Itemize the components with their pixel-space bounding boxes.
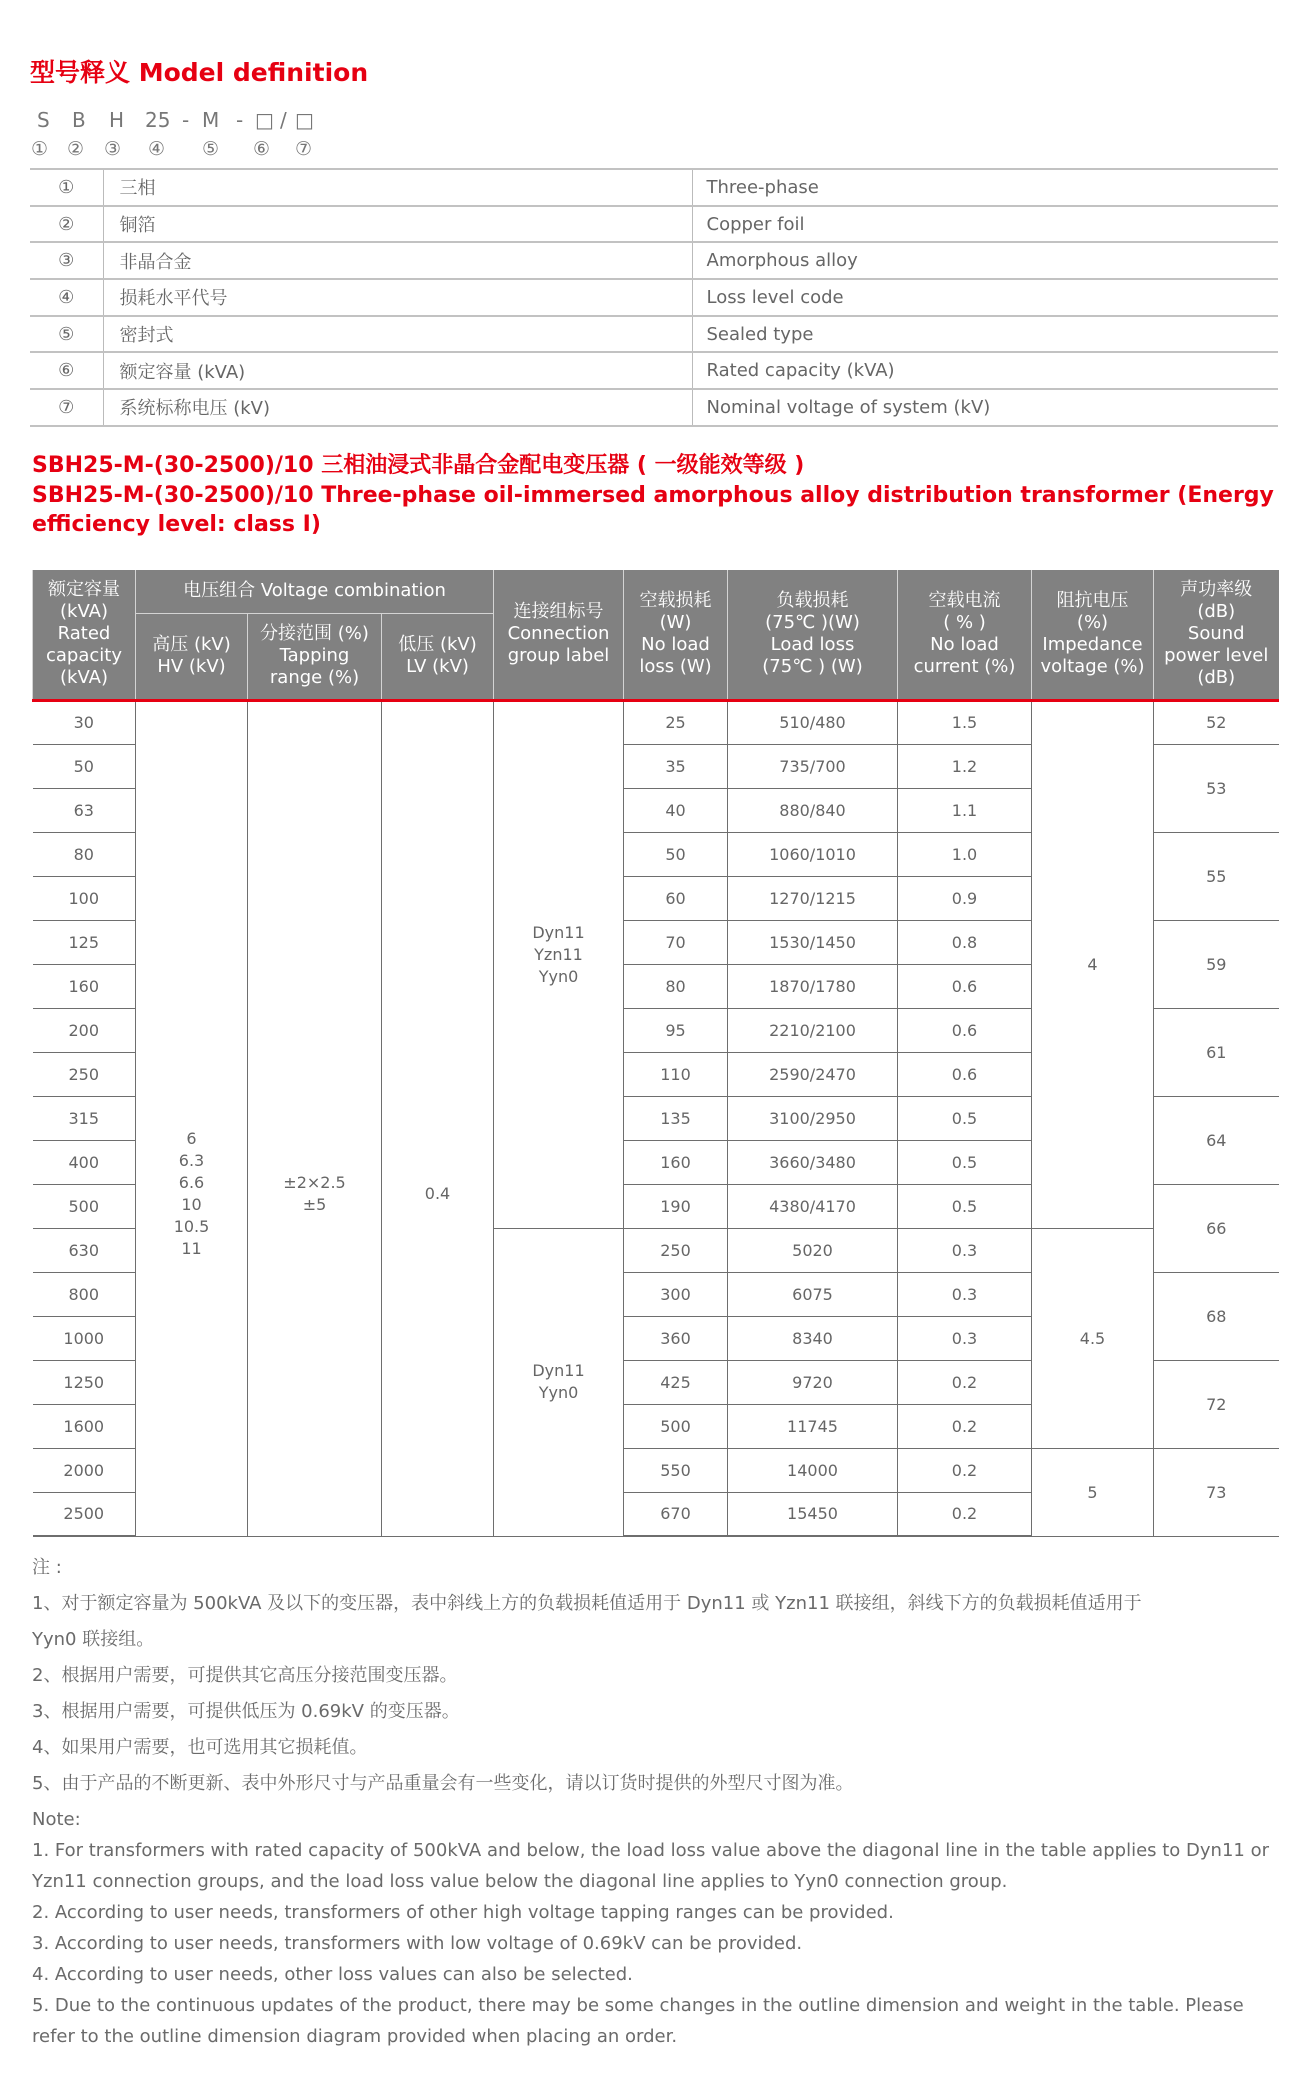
definition-cn: 系统标称电压 (kV) — [103, 389, 692, 426]
cell-no-load-loss: 425 — [624, 1360, 728, 1404]
definition-en: Rated capacity (kVA) — [692, 352, 1278, 389]
header-lv — [382, 613, 494, 700]
hv-value: 6.3 — [178, 1150, 205, 1170]
definition-cn: 非晶合金 — [103, 242, 692, 279]
section-title-en: SBH25-M-(30-2500)/10 Three-phase oil-immersed amorphous alloy distribution transformer (Energy efficiency level: class I) — [32, 483, 1274, 537]
cell-load-loss: 735/700 — [728, 744, 898, 788]
note-en-item: 3. According to user needs, transformers with low voltage of 0.69kV can be provided. — [32, 1933, 803, 1954]
cell-no-load-loss: 300 — [624, 1272, 728, 1316]
cell-load-loss: 6075 — [728, 1272, 898, 1316]
connection-label: Dyn11 — [532, 922, 585, 942]
code-part: B — [72, 108, 86, 132]
cell-no-load-current: 0.6 — [898, 964, 1032, 1008]
header-line: (kVA) — [60, 601, 108, 623]
marker: ③ — [104, 138, 122, 160]
header-sound — [1154, 570, 1279, 700]
cell-no-load-loss: 25 — [624, 700, 728, 744]
cell-no-load-loss: 250 — [624, 1228, 728, 1272]
header-line: (75℃ )(W) — [765, 612, 860, 634]
definition-en: Three-phase — [692, 169, 1278, 206]
spec-table — [32, 570, 1279, 1537]
cell-no-load-current: 0.8 — [898, 920, 1032, 964]
cell-no-load-loss: 80 — [624, 964, 728, 1008]
header-line: HV (kV) — [157, 656, 226, 677]
cell-no-load-current: 0.2 — [898, 1360, 1032, 1404]
header-line: 声功率级 — [1180, 579, 1253, 601]
header-line: Rated — [57, 623, 111, 645]
cell-sound-level: 73 — [1154, 1448, 1279, 1536]
header-line: 空载电流 — [928, 590, 1001, 612]
definition-en: Nominal voltage of system (kV) — [692, 389, 1278, 426]
marker: ② — [67, 138, 85, 160]
header-line: (%) — [1076, 612, 1109, 634]
cell-no-load-loss: 60 — [624, 876, 728, 920]
code-part: - — [236, 108, 244, 132]
note-cn-item: 1、对于额定容量为 500kVA 及以下的变压器，表中斜线上方的负载损耗值适用于 Dyn11 或 Yzn11 联接组，斜线下方的负载损耗值适用于 — [32, 1593, 1142, 1614]
cell-capacity: 400 — [33, 1140, 136, 1184]
cell-impedance: 5 — [1032, 1448, 1154, 1536]
code-part: □ — [255, 108, 274, 132]
header-line: 额定容量 — [48, 579, 120, 601]
cell-load-loss: 4380/4170 — [728, 1184, 898, 1228]
definition-row — [30, 279, 1278, 316]
header-line: power level — [1164, 645, 1269, 667]
cell-load-loss: 11745 — [728, 1404, 898, 1448]
note-cn-item: Yyn0 联接组。 — [32, 1629, 155, 1650]
header-line: 高压 (kV) — [152, 634, 231, 655]
cell-capacity: 500 — [33, 1184, 136, 1228]
note-cn-item: 3、根据用户需要，可提供低压为 0.69kV 的变压器。 — [32, 1701, 460, 1722]
cell-connection-group — [494, 700, 624, 1228]
cell-no-load-current: 1.0 — [898, 832, 1032, 876]
cell-capacity: 630 — [33, 1228, 136, 1272]
cell-load-loss: 3100/2950 — [728, 1096, 898, 1140]
header-line: group label — [507, 645, 610, 667]
cell-no-load-loss: 670 — [624, 1492, 728, 1536]
cell-load-loss: 15450 — [728, 1492, 898, 1536]
header-line: 空载损耗 — [639, 590, 712, 612]
header-line: No load — [930, 634, 999, 656]
cell-sound-level: 52 — [1154, 700, 1279, 744]
cell-sound-level: 55 — [1154, 832, 1279, 920]
header-line: Impedance — [1042, 634, 1143, 656]
header-line: (dB) — [1197, 667, 1236, 689]
definition-cn: 铜箔 — [103, 206, 692, 243]
cell-no-load-current: 0.2 — [898, 1404, 1032, 1448]
header-capacity — [33, 570, 136, 700]
definition-number: ② — [30, 206, 103, 243]
connection-label: Yyn0 — [538, 1383, 579, 1402]
definition-cn: 损耗水平代号 — [103, 279, 692, 316]
cell-capacity: 250 — [33, 1052, 136, 1096]
definition-cn: 密封式 — [103, 316, 692, 353]
cell-impedance: 4 — [1032, 700, 1154, 1228]
code-part: 25 — [145, 108, 171, 132]
note-en-item: 1. For transformers with rated capacity of 500kVA and below, the load loss value above the diagonal line in the table applies to Dyn11 or Yzn11 connection groups, and the load loss value below the diagonal line applies to Yyn0 connection group. — [32, 1840, 1269, 1892]
cell-sound-level: 61 — [1154, 1008, 1279, 1096]
cell-capacity: 160 — [33, 964, 136, 1008]
code-part: □ — [295, 108, 314, 132]
cell-no-load-loss: 135 — [624, 1096, 728, 1140]
cell-sound-level: 72 — [1154, 1360, 1279, 1448]
definition-row — [30, 352, 1278, 389]
cell-connection-group — [494, 1228, 624, 1536]
definition-row — [30, 242, 1278, 279]
hv-value: 10 — [181, 1194, 202, 1214]
header-load-loss — [728, 570, 898, 700]
cell-no-load-current: 1.5 — [898, 700, 1032, 744]
section-title-cn: SBH25-M-(30-2500)/10 三相油浸式非晶合金配电变压器 ( 一级能效等级 ) — [32, 453, 805, 478]
cell-no-load-loss: 360 — [624, 1316, 728, 1360]
definition-row — [30, 206, 1278, 243]
cell-load-loss: 3660/3480 — [728, 1140, 898, 1184]
tapping-value: ±2×2.5 — [283, 1172, 346, 1192]
header-hv — [136, 613, 248, 700]
header-line: range (%) — [269, 667, 360, 688]
header-line: Tapping — [279, 645, 350, 666]
note-en-item: 2. According to user needs, transformers of other high voltage tapping ranges can be provided. — [32, 1902, 894, 1923]
cell-no-load-current: 0.5 — [898, 1096, 1032, 1140]
cell-load-loss: 880/840 — [728, 788, 898, 832]
header-line: No load — [641, 634, 710, 656]
model-definition-title: 型号释义 Model definition — [30, 58, 369, 87]
cell-capacity: 125 — [33, 920, 136, 964]
notes-en — [32, 1804, 1282, 2052]
cell-no-load-loss: 35 — [624, 744, 728, 788]
header-line: Connection — [507, 623, 610, 645]
cell-no-load-current: 1.1 — [898, 788, 1032, 832]
cell-sound-level: 59 — [1154, 920, 1279, 1008]
header-line: 负载损耗 — [776, 590, 849, 612]
cell-load-loss: 14000 — [728, 1448, 898, 1492]
definition-cn: 额定容量 (kVA) — [103, 352, 692, 389]
cell-sound-level: 66 — [1154, 1184, 1279, 1272]
definition-number: ⑦ — [30, 389, 103, 426]
cell-no-load-loss: 40 — [624, 788, 728, 832]
definition-en: Amorphous alloy — [692, 242, 1278, 279]
cell-load-loss: 1060/1010 — [728, 832, 898, 876]
notes-en-heading: Note: — [32, 1809, 81, 1830]
cell-capacity: 50 — [33, 744, 136, 788]
header-no-load-current — [898, 570, 1032, 700]
connection-label: Yyn0 — [538, 966, 579, 986]
cell-no-load-current: 0.6 — [898, 1008, 1032, 1052]
cell-load-loss: 2590/2470 — [728, 1052, 898, 1096]
cell-capacity: 800 — [33, 1272, 136, 1316]
cell-load-loss: 1530/1450 — [728, 920, 898, 964]
cell-no-load-current: 1.2 — [898, 744, 1032, 788]
note-cn-item: 5、由于产品的不断更新、表中外形尺寸与产品重量会有一些变化，请以订货时提供的外型尺寸图为准。 — [32, 1773, 854, 1794]
header-line: 分接范围 (%) — [260, 623, 369, 644]
marker: ⑤ — [202, 138, 220, 160]
cell-no-load-loss: 70 — [624, 920, 728, 964]
cell-hv-values — [136, 700, 248, 1536]
definition-number: ③ — [30, 242, 103, 279]
header-line: Sound — [1187, 623, 1245, 645]
connection-label: Dyn11 — [532, 1361, 585, 1380]
header-line: (W) — [659, 612, 692, 634]
cell-no-load-current: 0.3 — [898, 1316, 1032, 1360]
header-line: ( % ) — [943, 612, 986, 634]
tapping-value: ±5 — [302, 1194, 327, 1214]
cell-no-load-loss: 550 — [624, 1448, 728, 1492]
cell-no-load-current: 0.5 — [898, 1184, 1032, 1228]
cell-lv-value: 0.4 — [382, 700, 494, 1536]
note-cn-item: 2、根据用户需要，可提供其它高压分接范围变压器。 — [32, 1665, 458, 1686]
cell-load-loss: 9720 — [728, 1360, 898, 1404]
hv-value: 10.5 — [173, 1216, 210, 1236]
connection-label: Yzn11 — [534, 944, 583, 964]
cell-no-load-current: 0.5 — [898, 1140, 1032, 1184]
cell-capacity: 200 — [33, 1008, 136, 1052]
note-cn-item: 4、如果用户需要，也可选用其它损耗值。 — [32, 1737, 368, 1758]
header-line: 低压 (kV) — [398, 634, 477, 655]
definition-row — [30, 316, 1278, 353]
definition-en: Copper foil — [692, 206, 1278, 243]
code-part: / — [280, 108, 287, 132]
cell-sound-level: 64 — [1154, 1096, 1279, 1184]
cell-tapping-values — [248, 700, 382, 1536]
definition-row — [30, 169, 1278, 206]
note-en-item: 4. According to user needs, other loss values can also be selected. — [32, 1964, 633, 1985]
header-line: current (%) — [913, 656, 1016, 678]
cell-capacity: 80 — [33, 832, 136, 876]
definition-number: ⑥ — [30, 352, 103, 389]
header-line: LV (kV) — [406, 656, 469, 677]
definition-number: ① — [30, 169, 103, 206]
header-line: (kVA) — [60, 667, 108, 689]
model-definition-table — [30, 168, 1278, 427]
cell-capacity: 63 — [33, 788, 136, 832]
cell-load-loss: 2210/2100 — [728, 1008, 898, 1052]
cell-no-load-current: 0.9 — [898, 876, 1032, 920]
cell-no-load-loss: 190 — [624, 1184, 728, 1228]
table-row — [33, 700, 1279, 744]
hv-value: 6 — [186, 1128, 197, 1148]
cell-load-loss: 8340 — [728, 1316, 898, 1360]
cell-no-load-loss: 110 — [624, 1052, 728, 1096]
note-en-item: 5. Due to the continuous updates of the product, there may be some changes in the outline dimension and weight in the table. Please refer to the outline dimension diagram provided when placing an order. — [32, 1995, 1244, 2047]
cell-sound-level: 68 — [1154, 1272, 1279, 1360]
cell-no-load-current: 0.6 — [898, 1052, 1032, 1096]
definition-number: ⑤ — [30, 316, 103, 353]
marker: ④ — [148, 138, 166, 160]
cell-no-load-loss: 500 — [624, 1404, 728, 1448]
header-line: Load loss — [770, 634, 855, 656]
definition-number: ④ — [30, 279, 103, 316]
cell-capacity: 1600 — [33, 1404, 136, 1448]
notes-cn-heading: 注 : — [32, 1557, 62, 1578]
definition-row — [30, 389, 1278, 426]
header-connection — [494, 570, 624, 700]
hv-value: 6.6 — [178, 1172, 205, 1192]
cell-capacity: 2500 — [33, 1492, 136, 1536]
header-line: 连接组标号 — [513, 601, 604, 623]
cell-load-loss: 510/480 — [728, 700, 898, 744]
cell-impedance: 4.5 — [1032, 1228, 1154, 1448]
cell-no-load-current: 0.3 — [898, 1228, 1032, 1272]
code-part: S — [37, 108, 50, 132]
header-line: (dB) — [1197, 601, 1236, 623]
definition-en: Sealed type — [692, 316, 1278, 353]
header-tapping — [248, 613, 382, 700]
cell-no-load-loss: 160 — [624, 1140, 728, 1184]
cell-no-load-loss: 50 — [624, 832, 728, 876]
marker: ① — [31, 138, 49, 160]
header-line: voltage (%) — [1040, 656, 1145, 678]
code-part: H — [109, 108, 125, 132]
cell-no-load-loss: 95 — [624, 1008, 728, 1052]
code-part: - — [182, 108, 190, 132]
code-part: M — [202, 108, 220, 132]
cell-no-load-current: 0.2 — [898, 1492, 1032, 1536]
marker: ⑦ — [295, 138, 313, 160]
cell-load-loss: 1270/1215 — [728, 876, 898, 920]
cell-no-load-current: 0.2 — [898, 1448, 1032, 1492]
cell-capacity: 100 — [33, 876, 136, 920]
cell-capacity: 1000 — [33, 1316, 136, 1360]
cell-capacity: 315 — [33, 1096, 136, 1140]
header-voltage-combination: 电压组合 Voltage combination — [136, 570, 494, 613]
marker: ⑥ — [253, 138, 271, 160]
header-impedance — [1032, 570, 1154, 700]
cell-load-loss: 1870/1780 — [728, 964, 898, 1008]
cell-capacity: 30 — [33, 700, 136, 744]
hv-value: 11 — [181, 1238, 202, 1258]
cell-no-load-current: 0.3 — [898, 1272, 1032, 1316]
notes-cn — [32, 1550, 1282, 1802]
cell-capacity: 2000 — [33, 1448, 136, 1492]
header-line: (75℃ ) (W) — [762, 656, 863, 678]
definition-cn: 三相 — [103, 169, 692, 206]
cell-capacity: 1250 — [33, 1360, 136, 1404]
definition-en: Loss level code — [692, 279, 1278, 316]
header-line: loss (W) — [639, 656, 712, 678]
header-no-load-loss — [624, 570, 728, 700]
cell-load-loss: 5020 — [728, 1228, 898, 1272]
header-line: capacity — [46, 645, 122, 667]
header-line: 阻抗电压 — [1056, 590, 1129, 612]
cell-sound-level: 53 — [1154, 744, 1279, 832]
